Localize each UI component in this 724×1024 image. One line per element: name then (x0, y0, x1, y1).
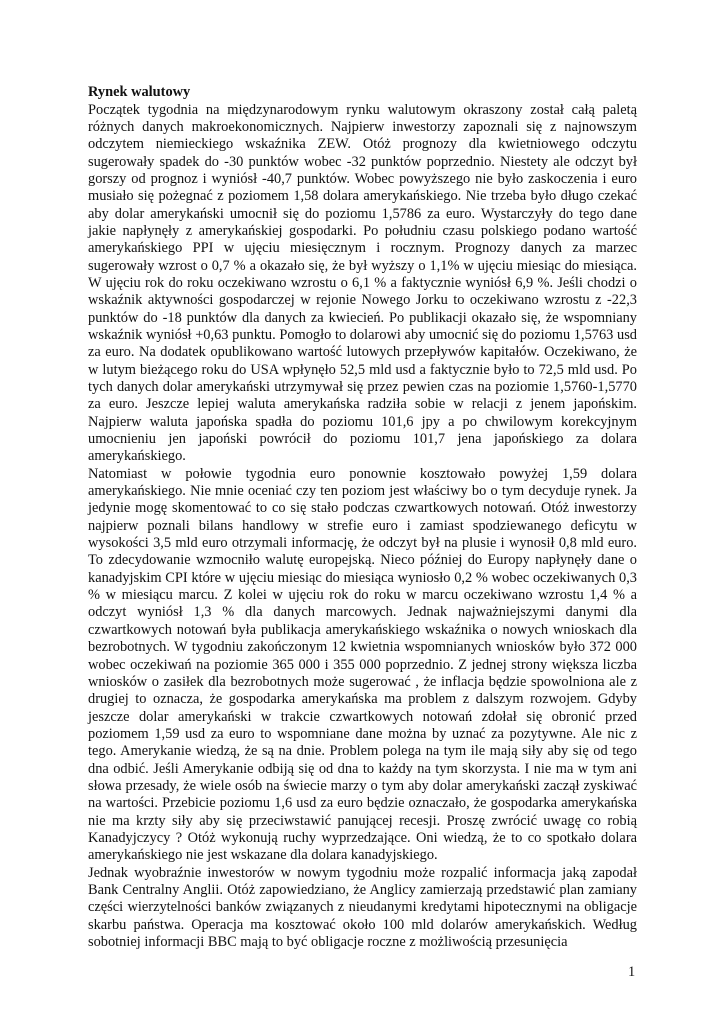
page-number: 1 (628, 964, 636, 980)
section-heading: Rynek walutowy (88, 84, 191, 100)
document-page (88, 84, 637, 951)
paragraph-2: Natomiast w połowie tygodnia euro ponownie kosztowało powyżej 1,59 dolara amerykańskiego. Nie mnie oceniać czy ten poziom jest właściwy bo o tym decyduje rynek. Ja jedynie mogę skomentować to co się stało podczas czwartkowych notowań. Otóż inwestorzy najpierw poznali bilans handlowy w strefie euro i zamiast spodziewanego deficytu w wysokości 3,5 mld euro otrzymali informację, że odczyt był na plusie i wynosił 0,8 mld euro. To zdecydowanie wzmocniło walutę europejską. Nieco później do Europy napłynęły dane o kanadyjskim CPI które w ujęciu miesiąc do miesiąca wyniosło 0,2 % wobec oczekiwanych 0,3 % w miesiącu marcu. Z kolei w ujęciu rok do roku w marcu oczekiwano wzrostu 1,4 % a odczyt wyniósł 1,3 % dla danych marcowych. Jednak najważniejszymi danymi dla czwartkowych notowań była publikacja amerykańskiego wskaźnika o nowych wnioskach dla bezrobotnych. W tygodniu zakończonym 12 kwietnia wspomnianych wniosków było 372 000 wobec oczekiwań na poziomie 365 000 i 355 000 poprzednio. Z jednej strony większa liczba wniosków o zasiłek dla bezrobotnych może sugerować , że inflacja będzie spowolniona ale z drugiej to oznacza, że gospodarka amerykańska ma problem z dalszym rozwojem. Gdyby jeszcze dolar amerykański w trakcie czwartkowych notowań zdołał się obronić przed poziomem 1,59 usd za euro to wspomniane dane można by uznać za pozytywne. Ale nic z tego. Amerykanie wiedzą, że są na dnie. Problem polega na tym ile mają siły aby się od tego dna odbić. Jeśli Amerykanie odbiją się od dna to każdy na tym skorzysta. I nie ma w tym ani słowa przesady, że wiele osób na świecie marzy o tym aby dolar amerykański zaczął zyskiwać na wartości. Przebicie poziomu 1,6 usd za euro będzie oznaczało, że gospodarka amerykańska nie ma krzty siły aby się przeciwstawić panującej recesji. Proszę zwrócić uwagę co robią Kanadyjczycy ? Otóż wykonują ruchy wyprzedzające. Oni wiedzą, że to co spotkało dolara amerykańskiego nie jest wskazane dla dolara kanadyjskiego. (88, 465, 637, 864)
paragraph-3: Jednak wyobraźnie inwestorów w nowym tygodniu może rozpalić informacja jaką zapodał Bank Centralny Anglii. Otóż zapowiedziano, że Anglicy zamierzają przedstawić plan zamiany części wierzytelności banków związanych z nieudanymi kredytami hipotecznymi na obligacje skarbu państwa. Operacja ma kosztować około 100 mld dolarów amerykańskich. Według sobotniej informacji BBC mają to być obligacje roczne z możliwością przesunięcia (88, 864, 637, 950)
paragraph-1: Początek tygodnia na międzynarodowym rynku walutowym okraszony został całą paletą różnych danych makroekonomicznych. Najpierw inwestorzy zapoznali się z najnowszym odczytem niemieckiego wskaźnika ZEW. Otóż prognozy dla kwietniowego odczytu sugerowały spadek do -30 punktów wobec -32 punktów poprzednio. Niestety ale odczyt był gorszy od prognoz i wyniósł -40,7 punktów. Wobec powyższego nie było zaskoczenia i euro musiało się pożegnać z poziomem 1,58 dolara amerykańskiego. Nie trzeba było długo czekać aby dolar amerykański umocnił się do poziomu 1,5786 za euro. Wystarczyły do tego dane jakie napłynęły z amerykańskiej gospodarki. Po południu czasu polskiego podano wartość amerykańskiego PPI w ujęciu miesięcznym i rocznym. Prognozy danych za marzec sugerowały wzrost o 0,7 % a okazało się, że był wyższy o 1,1% w ujęciu miesiąc do miesiąca. W ujęciu rok do roku oczekiwano wzrostu o 6,1 % a faktycznie wyniósł 6,9 %. Jeśli chodzi o wskaźnik aktywności gospodarczej w rejonie Nowego Jorku to oczekiwano wzrostu z -22,3 punktów do -18 punktów dla danych za kwiecień. Po publikacji okazało się, że wspomniany wskaźnik wyniósł +0,63 punktu. Pomogło to dolarowi aby umocnić się do poziomu 1,5763 usd za euro. Na dodatek opublikowano wartość lutowych przepływów kapitałów. Oczekiwano, że w lutym bieżącego roku do USA wpłynęło 52,5 mld usd a faktycznie było to 72,5 mld usd. Po tych danych dolar amerykański utrzymywał się przez pewien czas na poziomie 1,5760-1,5770 za euro. Jeszcze lepiej waluta amerykańska radziła sobie w relacji z jenem japońskim. Najpierw waluta japońska spadła do poziomu 101,6 jpy a po chwilowym korekcyjnym umocnieniu jen japoński powrócił do poziomu 101,7 jena japońskiego za dolara amerykańskiego. (88, 101, 637, 465)
